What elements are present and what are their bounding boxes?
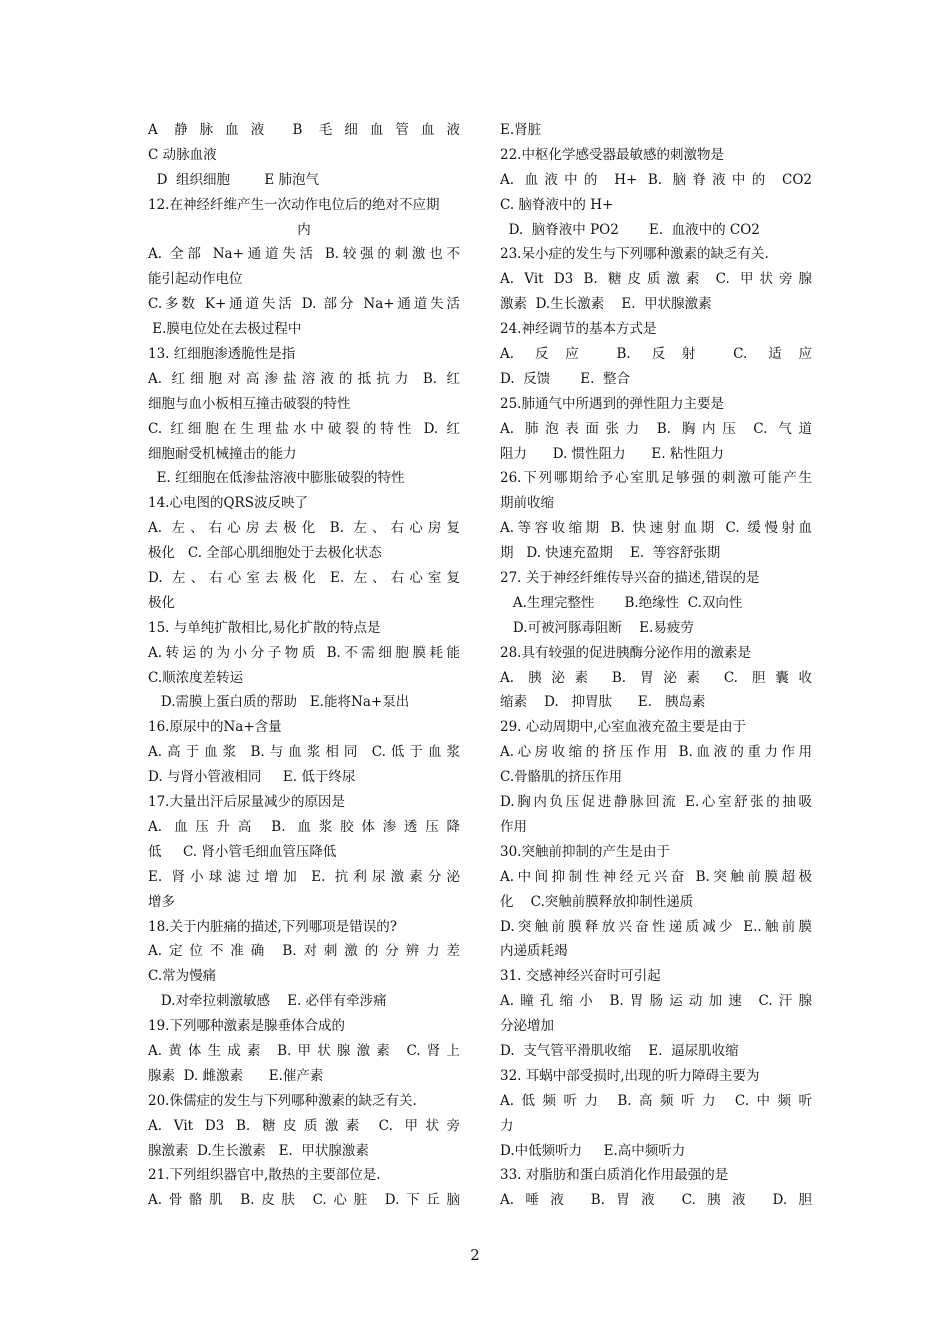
text-line: D. 反馈 E. 整合 bbox=[500, 370, 630, 387]
text-line: 腺素 D. 雌激素 E.催产素 bbox=[148, 1067, 324, 1084]
text-line: 腺激素 D.生长激素 E. 甲状腺激素 bbox=[148, 1142, 369, 1159]
text-line: D. 支气管平滑肌收缩 E. 逼尿肌收缩 bbox=[500, 1042, 739, 1059]
text-line: A. Vit D3 B. 糖皮质激素 C. 甲状旁腺 bbox=[500, 271, 812, 288]
text-line: 24.神经调节的基本方式是 bbox=[500, 321, 657, 338]
text-line: A.高于血浆 B.与血浆相同 C.低于血浆 bbox=[148, 744, 460, 761]
text-line: 期 D. 快速充盈期 E. 等容舒张期 bbox=[500, 545, 721, 562]
text-line: A.黄体生成素 B.甲状腺激素 C.肾上 bbox=[148, 1042, 460, 1059]
text-line: 能引起动作电位 bbox=[148, 271, 243, 288]
text-line: D. 左、右心室去极化 E. 左、右心室复 bbox=[148, 570, 460, 587]
left-column bbox=[148, 118, 460, 1213]
text-line: 13. 红细胞渗透脆性是指 bbox=[148, 346, 296, 363]
text-line: A.中间抑制性神经元兴奋 B.突触前膜超极 bbox=[500, 868, 812, 885]
text-line: 22.中枢化学感受器最敏感的刺激物是 bbox=[500, 146, 724, 163]
text-line: 18.关于内脏痛的描述,下列哪项是错误的? bbox=[148, 918, 397, 935]
text-line: 缩素 D. 抑胃肽 E. 胰岛素 bbox=[500, 694, 706, 711]
text-line: E.肾脏 bbox=[500, 122, 542, 138]
text-line: A.定位不准确 B.对刺激的分辨力差 bbox=[148, 943, 460, 960]
text-line: C. 脑脊液中的 H+ bbox=[500, 196, 614, 213]
text-line: A. 全部 Na+通道失活 B.较强的刺激也不 bbox=[148, 246, 460, 263]
text-line: E.膜电位处在去极过程中 bbox=[148, 321, 302, 338]
text-line: 极化 C. 全部心肌细胞处于去极化状态 bbox=[148, 545, 382, 562]
text-line: 31. 交感神经兴奋时可引起 bbox=[500, 968, 661, 985]
text-line: 28.具有较强的促进胰酶分泌作用的激素是 bbox=[500, 644, 751, 661]
text-line: 26.下列哪期给予心室肌足够强的刺激可能产生 bbox=[500, 470, 812, 487]
text-line: A.骨骼肌 B.皮肤 C.心脏 D.下丘脑 bbox=[148, 1192, 460, 1209]
text-line: C.常为慢痛 bbox=[148, 968, 217, 985]
text-line: 内递质耗竭 bbox=[500, 943, 568, 960]
text-line: D. 与肾小管液相同 E. 低于终尿 bbox=[148, 769, 356, 786]
text-line: D 组织细胞 E 肺泡气 bbox=[148, 171, 319, 188]
text-line: 细胞与血小板相互撞击破裂的特性 bbox=[148, 395, 351, 412]
text-line: A.瞳孔缩小 B.胃肠运动加速 C.汗腺 bbox=[500, 993, 812, 1010]
text-line: A. 红细胞对高渗盐溶液的抵抗力 B. 红 bbox=[148, 370, 460, 387]
text-line: 29. 心动周期中,心室血液充盈主要是由于 bbox=[500, 719, 747, 736]
text-line: 16.原尿中的Na+含量 bbox=[148, 719, 282, 736]
text-line: A 静脉血液 B 毛细血管血液 bbox=[148, 122, 460, 138]
text-line: D.需膜上蛋白质的帮助 E.能将Na+泵出 bbox=[148, 694, 410, 711]
text-line: 阻力 D. 惯性阻力 E. 粘性阻力 bbox=[500, 445, 724, 462]
text-line: D.胸内负压促进静脉回流 E.心室舒张的抽吸 bbox=[500, 794, 812, 811]
text-line: A. 左、右心房去极化 B. 左、右心房复 bbox=[148, 520, 460, 537]
text-line: 21.下列组织器官中,散热的主要部位是. bbox=[148, 1167, 381, 1184]
text-line: A. 血压升高 B. 血浆胶体渗透压降 bbox=[148, 818, 460, 835]
text-line: E. 红细胞在低渗盐溶液中膨胀破裂的特性 bbox=[148, 470, 405, 487]
text-line: C.骨骼肌的挤压作用 bbox=[500, 769, 623, 786]
text-line: A.唾液 B.胃液 C.胰液 D.胆 bbox=[500, 1192, 812, 1209]
text-line: A. 反应 B. 反射 C. 适应 bbox=[500, 346, 812, 363]
text-line: 23.呆小症的发生与下列哪种激素的缺乏有关. bbox=[500, 246, 769, 263]
text-line: A.等容收缩期 B. 快速射血期 C. 缓慢射血 bbox=[500, 520, 812, 537]
text-line: 19.下列哪种激素是腺垂体合成的 bbox=[148, 1018, 345, 1035]
text-line: 期前收缩 bbox=[500, 495, 554, 512]
text-line: A.生理完整性 B.绝缘性 C.双向性 bbox=[500, 594, 743, 611]
text-line: A. 肺泡表面张力 B. 胸内压 C. 气道 bbox=[500, 420, 812, 437]
text-line: 增多 bbox=[148, 893, 175, 910]
text-line: D.可被河豚毒阻断 E.易疲劳 bbox=[500, 619, 694, 636]
text-line: 25.肺通气中所遇到的弹性阻力主要是 bbox=[500, 395, 724, 412]
text-line: 内 bbox=[297, 221, 311, 238]
text-line: 分泌增加 bbox=[500, 1018, 554, 1035]
page-number: 2 bbox=[470, 1246, 480, 1264]
text-line: 化 C.突触前膜释放抑制性递质 bbox=[500, 893, 694, 910]
text-line: A.心房收缩的挤压作用 B.血液的重力作用 bbox=[500, 744, 812, 761]
text-line: 极化 bbox=[148, 594, 175, 611]
text-line: 20.侏儒症的发生与下列哪种激素的缺乏有关. bbox=[148, 1092, 417, 1109]
text-line: C.多数 K+通道失活 D. 部分 Na+通道失活 bbox=[148, 296, 460, 313]
text-line: 30.突触前抑制的产生是由于 bbox=[500, 843, 670, 860]
text-line: 低 C. 肾小管毛细血管压降低 bbox=[148, 843, 337, 860]
text-line: E. 肾小球滤过增加 E. 抗利尿激素分泌 bbox=[148, 868, 460, 885]
text-line: 12.在神经纤维产生一次动作电位后的绝对不应期 bbox=[148, 196, 440, 213]
text-line: 27. 关于神经纤维传导兴奋的描述,错误的是 bbox=[500, 570, 760, 587]
text-line: D.对牵拉刺激敏感 E. 必伴有牵涉痛 bbox=[148, 993, 387, 1010]
text-line: A.低频听力 B.高频听力 C.中频听 bbox=[500, 1092, 812, 1109]
text-line: D.突触前膜释放兴奋性递质减少 E..触前膜 bbox=[500, 918, 812, 935]
text-line: A. Vit D3 B. 糖皮质激素 C. 甲状旁 bbox=[148, 1117, 460, 1134]
right-column bbox=[500, 118, 812, 1213]
text-line: 32. 耳蜗中部受损时,出现的听力障碍主要为 bbox=[500, 1067, 760, 1084]
text-line: 力 bbox=[500, 1117, 514, 1134]
text-line: D.中低频听力 E.高中频听力 bbox=[500, 1142, 686, 1159]
text-line: A. 胰泌素 B. 胃泌素 C. 胆囊收 bbox=[500, 669, 812, 686]
text-line: C. 红细胞在生理盐水中破裂的特性 D. 红 bbox=[148, 420, 460, 437]
text-line: C 动脉血液 bbox=[148, 146, 217, 163]
text-line: 15. 与单纯扩散相比,易化扩散的特点是 bbox=[148, 619, 381, 636]
text-line: 激素 D.生长激素 E. 甲状腺激素 bbox=[500, 296, 712, 313]
text-line: 作用 bbox=[500, 818, 527, 835]
text-line: 33. 对脂肪和蛋白质消化作用最强的是 bbox=[500, 1167, 729, 1184]
text-line: C.顺浓度差转运 bbox=[148, 669, 244, 686]
text-line: D. 脑脊液中 PO2 E. 血液中的 CO2 bbox=[500, 221, 760, 238]
text-line: A.转运的为小分子物质 B.不需细胞膜耗能 bbox=[148, 644, 460, 661]
text-line: 17.大量出汗后尿量减少的原因是 bbox=[148, 794, 345, 811]
text-line: A. 血液中的 H+ B. 脑脊液中的 CO2 bbox=[500, 171, 812, 188]
text-line: 14.心电图的QRS波反映了 bbox=[148, 495, 308, 512]
text-line: 细胞耐受机械撞击的能力 bbox=[148, 445, 297, 462]
